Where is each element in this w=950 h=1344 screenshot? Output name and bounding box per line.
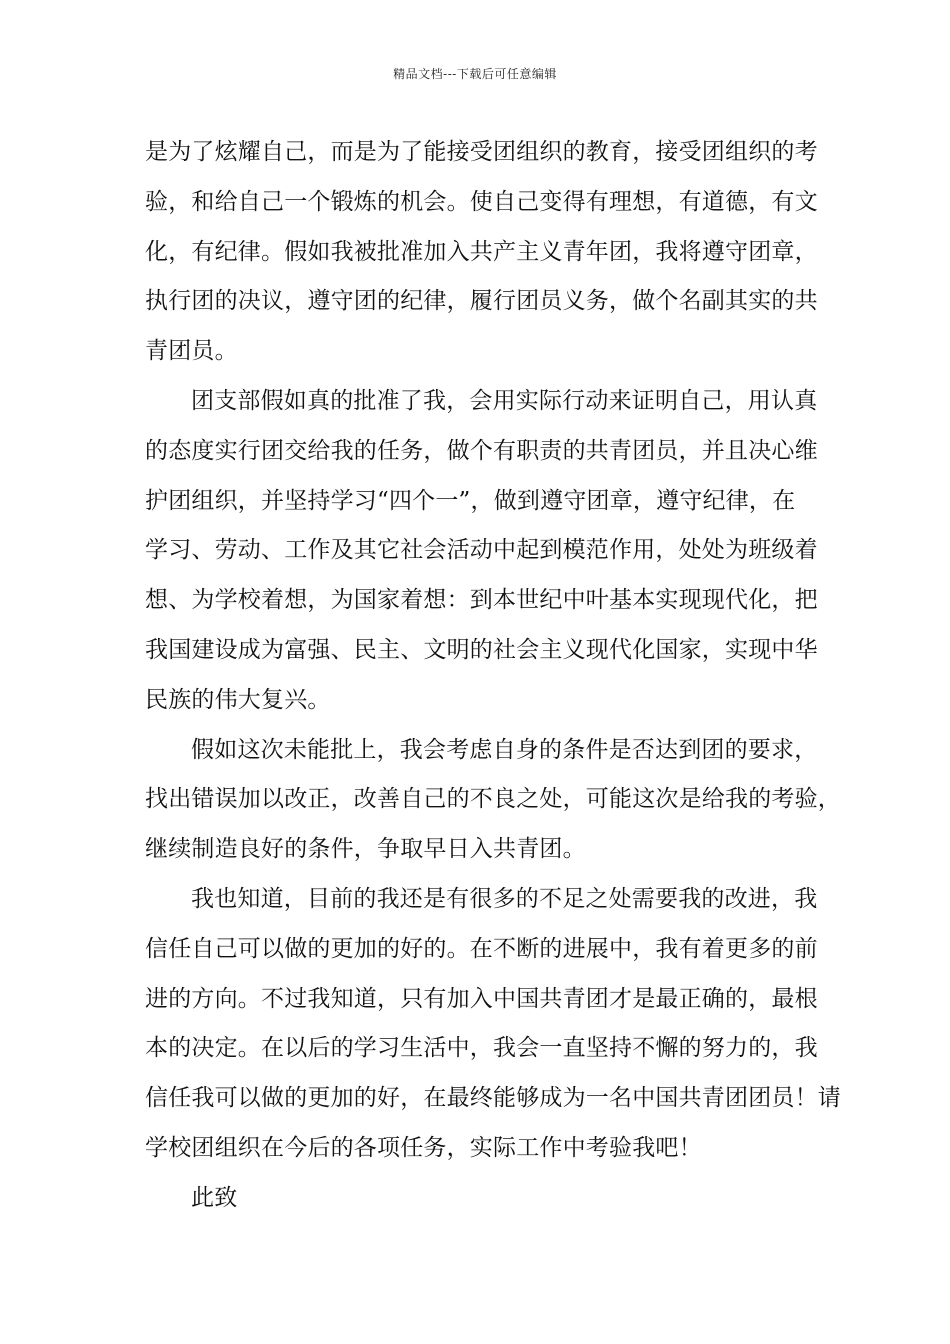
text-line: 我国建设成为富强、民主、文明的社会主义现代化国家，实现中华 — [145, 636, 818, 663]
text-line: 进的方向。不过我知道，只有加入中国共青团才是最正确的，最根 — [145, 985, 818, 1012]
text-line: 我也知道，目前的我还是有很多的不足之处需要我的改进，我 — [191, 885, 818, 912]
text-line: 化，有纪律。假如我被批准加入共产主义青年团，我将遵守团章， — [145, 238, 818, 265]
text-line: 本的决定。在以后的学习生活中，我会一直坚持不懈的努力的，我 — [145, 1035, 818, 1062]
text-line: 青团员。 — [145, 338, 238, 365]
text-line: 假如这次未能批上，我会考虑自身的条件是否达到团的要求， — [191, 736, 818, 763]
text-line: 信任自己可以做的更加的好的。在不断的进展中，我有着更多的前 — [145, 935, 818, 962]
body-text — [145, 128, 841, 1224]
text-line: 找出错误加以改正，改善自己的不良之处，可能这次是给我的考验， — [145, 786, 841, 813]
text-line: 学校团组织在今后的各项任务，实际工作中考验我吧！ — [145, 1134, 702, 1161]
text-line: 执行团的决议，遵守团的纪律，履行团员义务，做个名副其实的共 — [145, 288, 818, 315]
text-line: 民族的伟大复兴。 — [145, 686, 331, 713]
text-line: 是为了炫耀自己，而是为了能接受团组织的教育，接受团组织的考 — [145, 139, 818, 165]
closing-line: 此致 — [191, 1184, 238, 1211]
text-line: 继续制造良好的条件，争取早日入共青团。 — [145, 836, 586, 863]
text-line: 护团组织，并坚持学习“四个一”，做到遵守团章，遵守纪律，在 — [145, 487, 796, 514]
page-header: 精品文档---下载后可任意编辑 — [393, 67, 557, 81]
text-line: 的态度实行团交给我的任务，做个有职责的共青团员，并且决心维 — [145, 437, 818, 464]
text-line: 验，和给自己一个锻炼的机会。使自己变得有理想，有道德，有文 — [145, 188, 818, 215]
text-line: 团支部假如真的批准了我，会用实际行动来证明自己，用认真 — [191, 387, 818, 414]
text-line: 想、为学校着想，为国家着想：到本世纪中叶基本实现现代化，把 — [145, 587, 818, 614]
text-line: 信任我可以做的更加的好，在最终能够成为一名中国共青团团员！请 — [145, 1085, 841, 1112]
text-line: 学习、劳动、工作及其它社会活动中起到模范作用，处处为班级着 — [145, 537, 818, 564]
